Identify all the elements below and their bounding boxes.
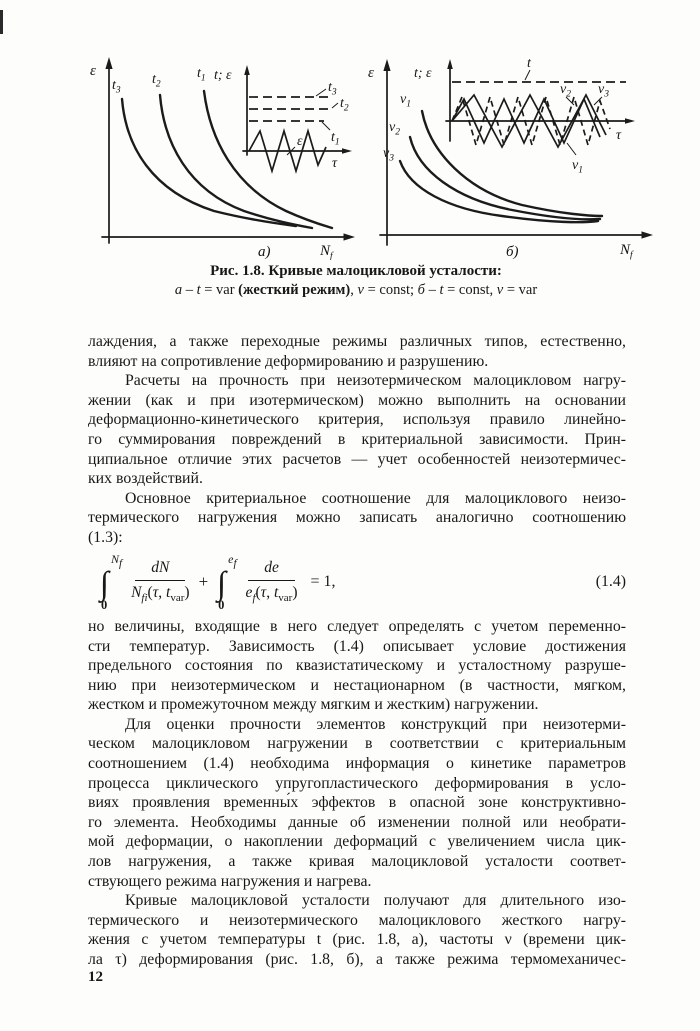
caption-segment: б xyxy=(417,282,425,298)
fraction-1: $\frac{dN}{N_{fi}(\tau, t_{var})}$ xyxy=(131,558,190,604)
fig-a-y-axis-label: ε xyxy=(90,63,96,79)
body-paragraph-4 xyxy=(88,617,626,715)
integral-sign: ∫ xyxy=(217,565,227,602)
fig-a-x-axis xyxy=(102,233,355,240)
fig-b-inset-temperature-line xyxy=(452,70,626,82)
figure-1-8 xyxy=(64,53,664,263)
text-line: (1.3): xyxy=(88,528,123,546)
fig-a-sublabel: а) xyxy=(258,244,271,260)
fig-a-inset-eps-label: ε xyxy=(297,134,303,149)
caption-segment: ν xyxy=(496,282,504,298)
text-line: ципиальное отличие этих расчетов — учет особенностей неизотермичес- xyxy=(88,450,626,468)
body-paragraph-5 xyxy=(88,715,626,891)
page-number: 12 xyxy=(88,969,103,985)
fig-b-curve-label-v3: $\nu_3$ xyxy=(383,146,394,164)
body-text xyxy=(88,332,626,970)
text-line: Расчеты на прочность при неизотермическом малоцикловом нагру- xyxy=(125,372,626,390)
fig-b-inset-label-v2: $\nu_2$ xyxy=(560,82,571,100)
caption-segment: , xyxy=(350,282,358,298)
text-line: лов нагружения, а также кривая малоцикловой усталости соответ- xyxy=(88,853,626,871)
figure-a xyxy=(64,53,356,260)
figure-caption-title: Рис. 1.8. Кривые малоцикловой усталости: xyxy=(210,263,502,279)
caption-segment: – xyxy=(182,282,197,298)
text-line: процесса циклического упругопластического деформирования в усло- xyxy=(88,774,626,792)
body-paragraph-2 xyxy=(88,371,626,489)
caption-segment: = var xyxy=(503,282,538,298)
fig-a-inset-label-t3: $t_3$ xyxy=(328,80,337,98)
figure-caption xyxy=(82,263,630,299)
scan-artifact xyxy=(0,10,3,34)
fig-a-curve-label-t2: $t_2$ xyxy=(152,72,161,90)
caption-segment: = const, xyxy=(443,282,497,298)
text-line: деформационно-кинетического критерия, используя правило линейно- xyxy=(88,411,626,429)
fig-b-inset-tau-label: τ xyxy=(616,128,622,143)
fig-b-inset-axes xyxy=(446,59,635,141)
fig-a-fatigue-curves xyxy=(122,91,332,228)
fig-b-x-axis xyxy=(380,231,653,238)
equation-number: (1.4) xyxy=(595,572,626,590)
fraction-2: $\frac{de}{e_f(\tau, t_{var})}$ xyxy=(245,558,298,604)
figure-b xyxy=(360,53,662,260)
figure-caption-detail xyxy=(82,282,630,299)
fig-a-inset-tau-label: τ xyxy=(332,156,338,171)
plus-operator: + xyxy=(198,571,209,591)
text-line: ла τ) деформирования (рис. 1.8, б), а также режима термомеханичес- xyxy=(88,951,626,969)
body-paragraph-1 xyxy=(88,332,626,371)
fig-a-curve-label-t1: $t_1$ xyxy=(197,66,206,84)
equation-1-4 xyxy=(88,553,626,611)
fig-b-curve-label-v1: $\nu_1$ xyxy=(400,92,411,110)
integral-2: $e_f$ ∫ 0 xyxy=(217,551,237,612)
fig-a-curve-label-t3: $t_3$ xyxy=(112,78,121,96)
text-line: ких воздействий. xyxy=(88,470,203,488)
text-line: но величины, входящие в него следует определять с учетом переменно- xyxy=(88,617,626,635)
text-line: го суммирования повреждений в критериальной зависимости. Прин- xyxy=(88,430,626,448)
text-line: ствующего режима нагружения и нагрева. xyxy=(88,872,372,890)
body-paragraph-6 xyxy=(88,891,626,969)
text-line: нию при неизотермическом и нестационарном (в частности, мягком, xyxy=(88,676,626,694)
text-line: Для оценки прочности элементов конструкций при неизотерми- xyxy=(125,715,626,733)
equation-expression xyxy=(100,553,336,611)
text-line: влияют на сопротивление деформированию и разрушению. xyxy=(88,352,489,370)
fig-b-y-axis-label: ε xyxy=(368,65,374,81)
text-line: сти температур. Зависимость (1.4) описывает условие достижения xyxy=(88,637,626,655)
text-line: Кривые малоцикловой усталости получают для длительного изо- xyxy=(125,892,626,910)
caption-segment: (жесткий режим) xyxy=(238,282,351,298)
text-line: виях проявления временны́х эффектов в опасной зоне конструктивно- xyxy=(88,794,626,812)
fig-b-curve-label-v2: $\nu_2$ xyxy=(389,120,400,138)
text-line: ческом малоцикловом нагружении в соответствии с критериальным xyxy=(88,735,626,753)
fig-a-inset-axis-label: t; ε xyxy=(214,68,232,83)
caption-segment: = var xyxy=(200,282,239,298)
fig-b-inset-strain-waves xyxy=(452,95,610,155)
caption-segment: – xyxy=(424,282,440,298)
fig-a-inset-label-t2: $t_2$ xyxy=(340,96,349,114)
integral-1: $N_f$ ∫ 0 xyxy=(100,551,123,612)
fig-b-inset-label-v1: $\nu_1$ xyxy=(572,158,583,176)
caption-segment: t xyxy=(196,282,201,298)
body-paragraph-3 xyxy=(88,489,626,548)
fig-b-inset-axis-label: t; ε xyxy=(414,66,432,81)
text-line: го элемента. Необходимы данные об изменении полной или необрати- xyxy=(88,813,626,831)
text-line: жестком и промежуточном между мягким и жестким) нагружении. xyxy=(88,696,539,714)
caption-segment: а xyxy=(174,282,183,298)
text-line: предельного состояния по квазистатическому и усталостному разруше- xyxy=(88,657,626,675)
text-line: жения с учетом температуры t (рис. 1.8, а), частоты ν (времени цик- xyxy=(88,931,626,949)
fig-a-inset-label-t1: $t_1$ xyxy=(331,130,340,148)
fig-b-x-axis-label: $N_f$ xyxy=(620,242,633,260)
text-line: лаждения, а также переходные режимы различных типов, естественно, xyxy=(88,333,626,350)
text-line: термического нагружения можно записать аналогично соотношению xyxy=(88,509,626,527)
text-line: мой деформации, о накоплении деформаций с увеличением числа цик- xyxy=(88,833,626,851)
text-line: жении (как и при изотермическом) можно выполнить на основании xyxy=(88,391,626,409)
fig-a-x-axis-label: $N_f$ xyxy=(320,243,333,260)
caption-segment: = const; xyxy=(363,282,418,298)
text-line: термического и неизотермического малоциклового жесткого нагру- xyxy=(88,911,626,929)
caption-segment: t xyxy=(439,282,444,298)
integral-sign: ∫ xyxy=(100,565,110,602)
fig-b-inset-label-v3: $\nu_3$ xyxy=(598,82,609,100)
caption-segment: ν xyxy=(357,282,364,298)
fig-b-inset-t-label: t xyxy=(527,56,531,71)
fig-b-sublabel: б) xyxy=(506,244,519,260)
fig-a-inset-temperature-lines xyxy=(249,89,338,130)
text-line: Основное критериальное соотношение для малоциклового неизо- xyxy=(125,489,626,507)
equation-result: = 1, xyxy=(310,572,336,590)
text-line: соотношением (1.4) необходима информация о кинетике параметров xyxy=(88,755,626,773)
